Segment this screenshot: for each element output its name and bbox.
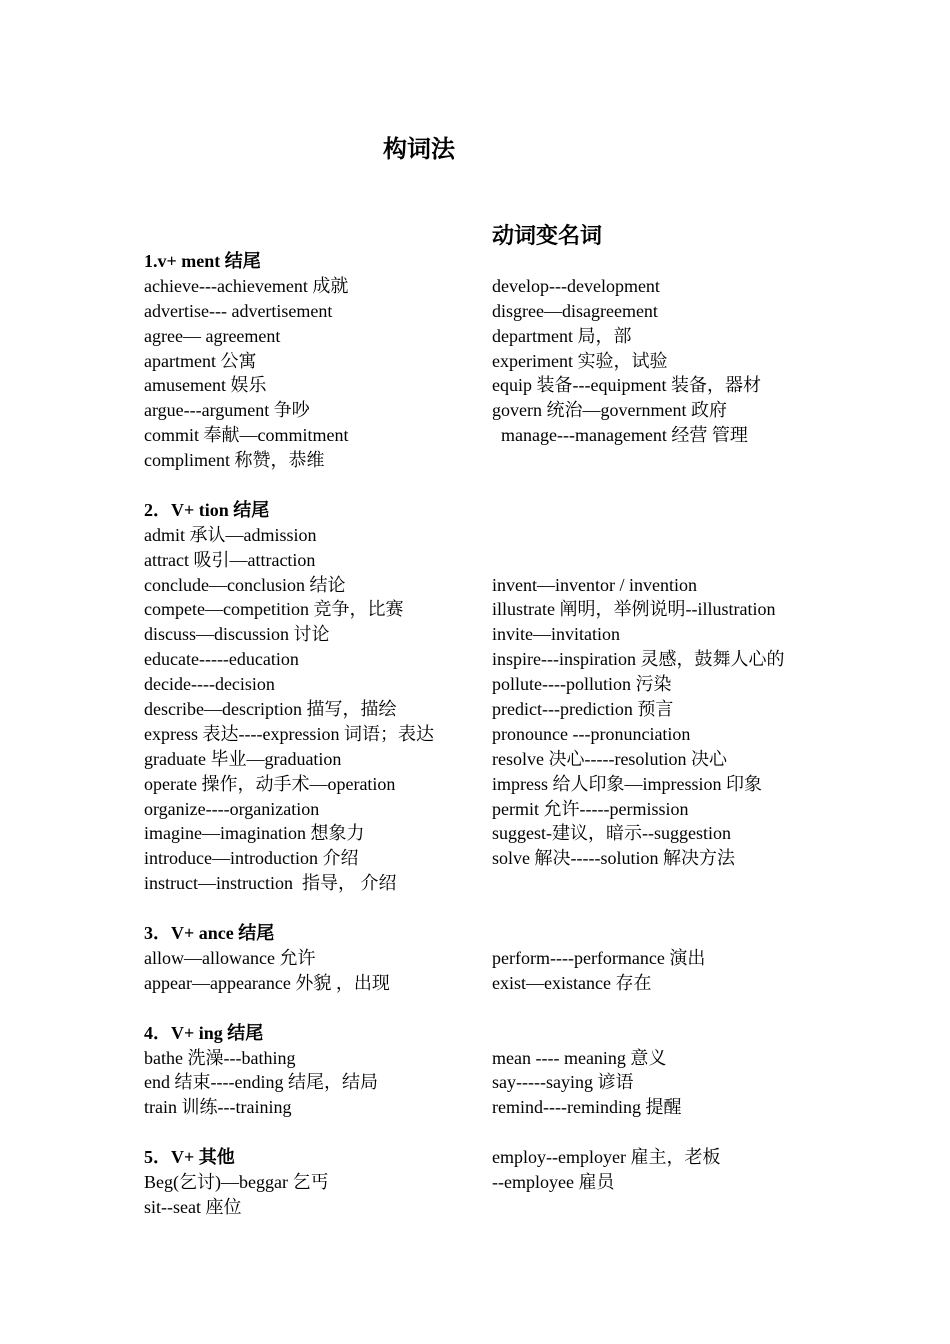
left-entry: compete—competition 竞争，比赛: [144, 599, 404, 620]
right-entry: suggest-建议，暗示--suggestion: [492, 823, 731, 844]
left-entry: graduate 毕业—graduation: [144, 748, 342, 769]
left-section-heading: 3．V+ ance 结尾: [144, 923, 275, 944]
left-entry: instruct—instruction 指导， 介绍: [144, 873, 397, 894]
right-entry: exist—existance 存在: [492, 972, 652, 993]
left-spacer: [144, 473, 434, 498]
left-entry: allow—allowance 允许: [144, 947, 316, 968]
left-entry: advertise--- advertisement: [144, 300, 333, 321]
left-entry: commit 奉献—commitment: [144, 425, 349, 446]
right-entry: say-----saying 谚语: [492, 1072, 634, 1093]
right-entry: pollute----pollution 污染: [492, 674, 672, 695]
left-entry: apartment 公寓: [144, 350, 257, 371]
left-entry: conclude—conclusion 结论: [144, 574, 346, 595]
right-column: [492, 249, 784, 1220]
right-entry: govern 统治—government 政府: [492, 400, 727, 421]
right-entry: manage---management 经营 管理: [492, 425, 748, 446]
right-entry: experiment 实验，试验: [492, 350, 668, 371]
right-spacer: [492, 996, 784, 1021]
section-subtitle: 动词变名词: [492, 224, 603, 249]
right-spacer: [492, 498, 784, 523]
right-entry: illustrate 阐明，举例说明--illustration: [492, 599, 776, 620]
left-entry: express 表达----expression 词语；表达: [144, 723, 434, 744]
right-spacer: [492, 523, 784, 548]
left-entry: organize----organization: [144, 798, 320, 819]
left-entry: discuss—discussion 讨论: [144, 624, 330, 645]
left-entry: appear—appearance 外貌 ，出现: [144, 972, 390, 993]
left-spacer: [144, 896, 434, 921]
left-entry: attract 吸引—attraction: [144, 549, 316, 570]
left-section-heading: 2．V+ tion 结尾: [144, 499, 270, 520]
right-entry: permit 允许-----permission: [492, 798, 689, 819]
right-spacer: [492, 871, 784, 896]
left-entry: end 结束----ending 结尾，结局: [144, 1072, 378, 1093]
right-entry: perform----performance 演出: [492, 947, 706, 968]
left-entry: admit 承认—admission: [144, 524, 317, 545]
left-entry: decide----decision: [144, 674, 275, 695]
right-entry: --employee 雇员: [492, 1171, 615, 1192]
left-section-heading: 1.v+ ment 结尾: [144, 251, 261, 271]
left-entry: agree— agreement: [144, 325, 281, 346]
right-entry: disgree—disagreement: [492, 300, 658, 321]
right-entry: employ--employer 雇主，老板: [492, 1147, 721, 1168]
left-section-heading: 4．V+ ing 结尾: [144, 1022, 264, 1043]
left-entry: operate 操作，动手术—operation: [144, 773, 396, 794]
right-entry: resolve 决心-----resolution 决心: [492, 748, 727, 769]
left-entry: sit--seat 座位: [144, 1196, 242, 1217]
right-entry: invite—invitation: [492, 624, 620, 645]
right-spacer: [492, 1021, 784, 1046]
right-entry: impress 给人印象—impression 印象: [492, 773, 762, 794]
left-entry: train 训练---training: [144, 1097, 292, 1118]
right-spacer: [492, 1120, 784, 1145]
right-entry: inspire---inspiration 灵感，鼓舞人心的: [492, 649, 785, 670]
right-entry: pronounce ---pronunciation: [492, 723, 691, 744]
right-spacer: [492, 448, 784, 473]
right-spacer: [492, 896, 784, 921]
left-entry: argue---argument 争吵: [144, 400, 310, 421]
right-entry: develop---development: [492, 275, 660, 296]
right-spacer: [492, 548, 784, 573]
right-spacer: [492, 473, 784, 498]
right-spacer: [492, 921, 784, 946]
right-entry: predict---prediction 预言: [492, 699, 674, 720]
right-entry: mean ---- meaning 意义: [492, 1047, 667, 1068]
right-entry: department 局，部: [492, 325, 632, 346]
left-entry: achieve---achievement 成就: [144, 275, 349, 296]
right-entry: remind----reminding 提醒: [492, 1097, 682, 1118]
left-entry: introduce—introduction 介绍: [144, 848, 359, 869]
page-title: 构词法: [383, 135, 455, 163]
left-spacer: [144, 1120, 434, 1145]
left-section-heading: 5．V+ 其他: [144, 1147, 235, 1168]
left-entry: imagine—imagination 想象力: [144, 823, 365, 844]
right-entry: solve 解决-----solution 解决方法: [492, 848, 735, 869]
left-entry: bathe 洗澡---bathing: [144, 1047, 296, 1068]
right-entry: equip 装备---equipment 装备，器材: [492, 375, 761, 396]
left-column: [144, 249, 434, 1220]
left-entry: educate-----education: [144, 649, 299, 670]
left-entry: compliment 称赞，恭维: [144, 450, 325, 471]
right-spacer: [492, 249, 784, 274]
left-entry: describe—description 描写，描绘: [144, 699, 397, 720]
right-entry: invent—inventor / invention: [492, 574, 697, 595]
left-spacer: [144, 996, 434, 1021]
left-entry: amusement 娱乐: [144, 375, 267, 396]
left-entry: Beg(乞讨)—beggar 乞丐: [144, 1171, 329, 1192]
right-spacer: [492, 1195, 784, 1220]
